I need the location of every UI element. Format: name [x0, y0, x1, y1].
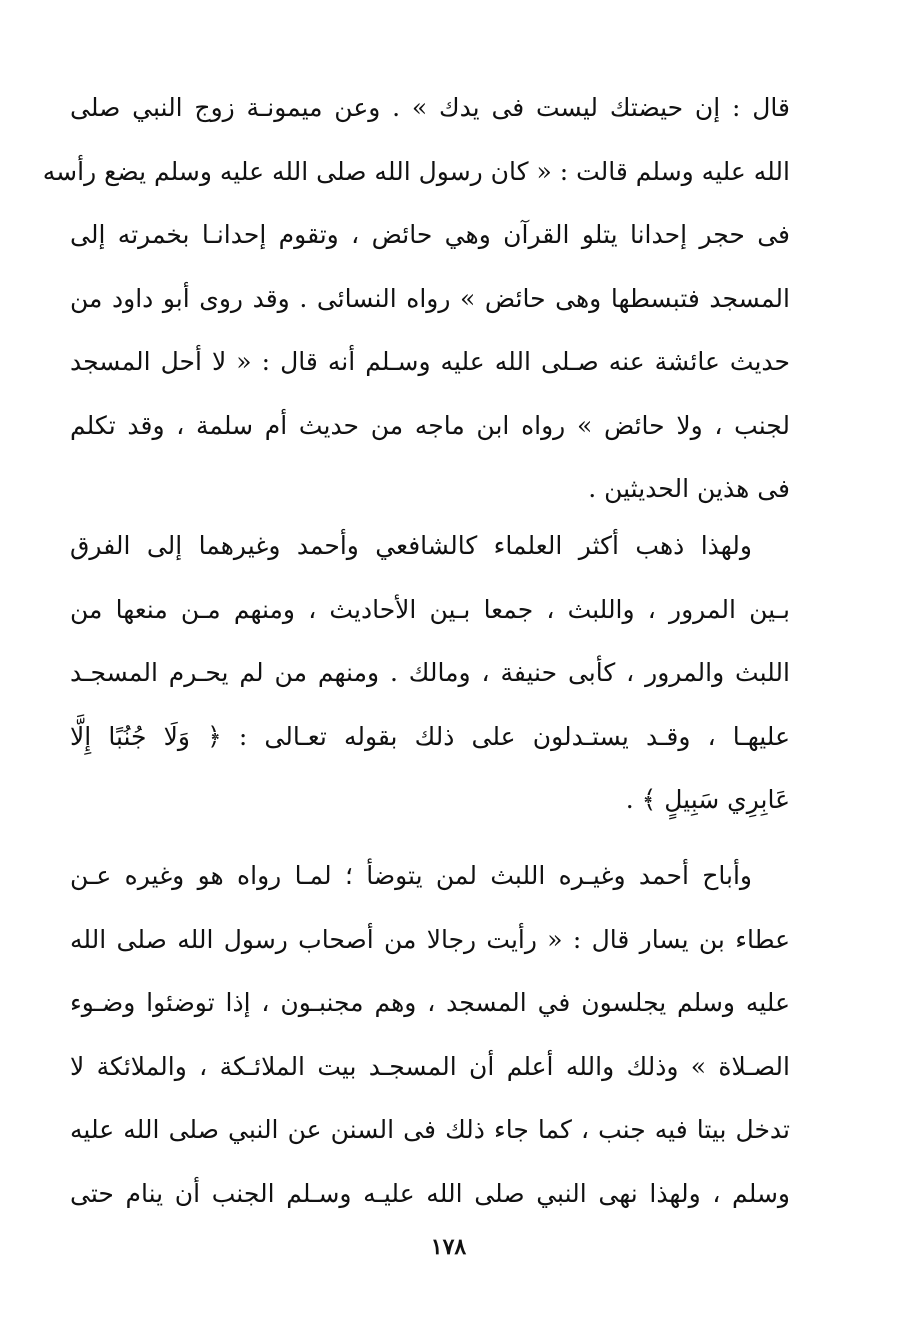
paragraph-3 [70, 844, 790, 1225]
text-line: ولهذا ذهب أكثر العلماء كالشافعي وأحمد وغيرهما إلى الفرق [70, 531, 752, 560]
text-line: الصـلاة » وذلك والله أعلم أن المسجـد بيت الملائـكة ، والملائكة لا [70, 1051, 790, 1081]
text-line: المسجد فتبسطها وهى حائض » رواه النسائى . وقد روى أبو داود من [70, 283, 790, 313]
text-line: الله عليه وسلم قالت : « كان رسول الله صلى الله عليه وسلم يضع رأسه [42, 156, 790, 186]
text-line: وأباح أحمد وغيـره اللبث لمن يتوضأ ؛ لمـا رواه هو وغيره عـن [70, 861, 752, 890]
text-line: حديث عائشة عنه صـلى الله عليه وسـلم أنه قال : « لا أحل المسجد [70, 347, 790, 376]
text-line: وسلم ، ولهذا نهى النبي صلى الله عليـه وسـلم الجنب أن ينام حتى [70, 1178, 790, 1208]
text-line: عليه وسلم يجلسون في المسجد ، وهم مجنبـون ، إذا توضئوا وضـوء [70, 988, 790, 1017]
text-line: تدخل بيتا فيه جنب ، كما جاء ذلك فى السنن عن النبي صلى الله عليه [70, 1115, 790, 1144]
page-number: ١٧٨ [430, 1234, 467, 1260]
text-line: فى حجر إحدانا يتلو القرآن وهي حائض ، وتقوم إحدانـا بخمرته إلى [70, 220, 790, 249]
text-line: عليهـا ، وقـد يستـدلون على ذلك بقوله تعـالى : ﴿ وَلَا جُنُبًا إِلَّا [70, 721, 790, 751]
text-line: فى هذين الحديثين . [588, 474, 790, 503]
text-line: عطاء بن يسار قال : « رأيت رجالا من أصحاب رسول الله صلى الله [70, 924, 790, 954]
text-line: قال : إن حيضتك ليست فى يدك » . وعن ميمونـة زوج النبي صلى [70, 93, 790, 122]
text-line: بـين المرور ، واللبث ، جمعا بـين الأحاديث ، ومنهم مـن منعها من [70, 594, 790, 624]
paragraph-1 [42, 76, 790, 521]
text-line: عَابِرِي سَبِيلٍ ﴾ . [625, 785, 790, 814]
paragraph-2 [70, 514, 790, 832]
text-line: اللبث والمرور ، كأبى حنيفة ، ومالك . ومنهم من لم يحـرم المسجـد [70, 658, 790, 687]
text-line: لجنب ، ولا حائض » رواه ابن ماجه من حديث أم سلمة ، وقد تكلم [70, 410, 790, 440]
